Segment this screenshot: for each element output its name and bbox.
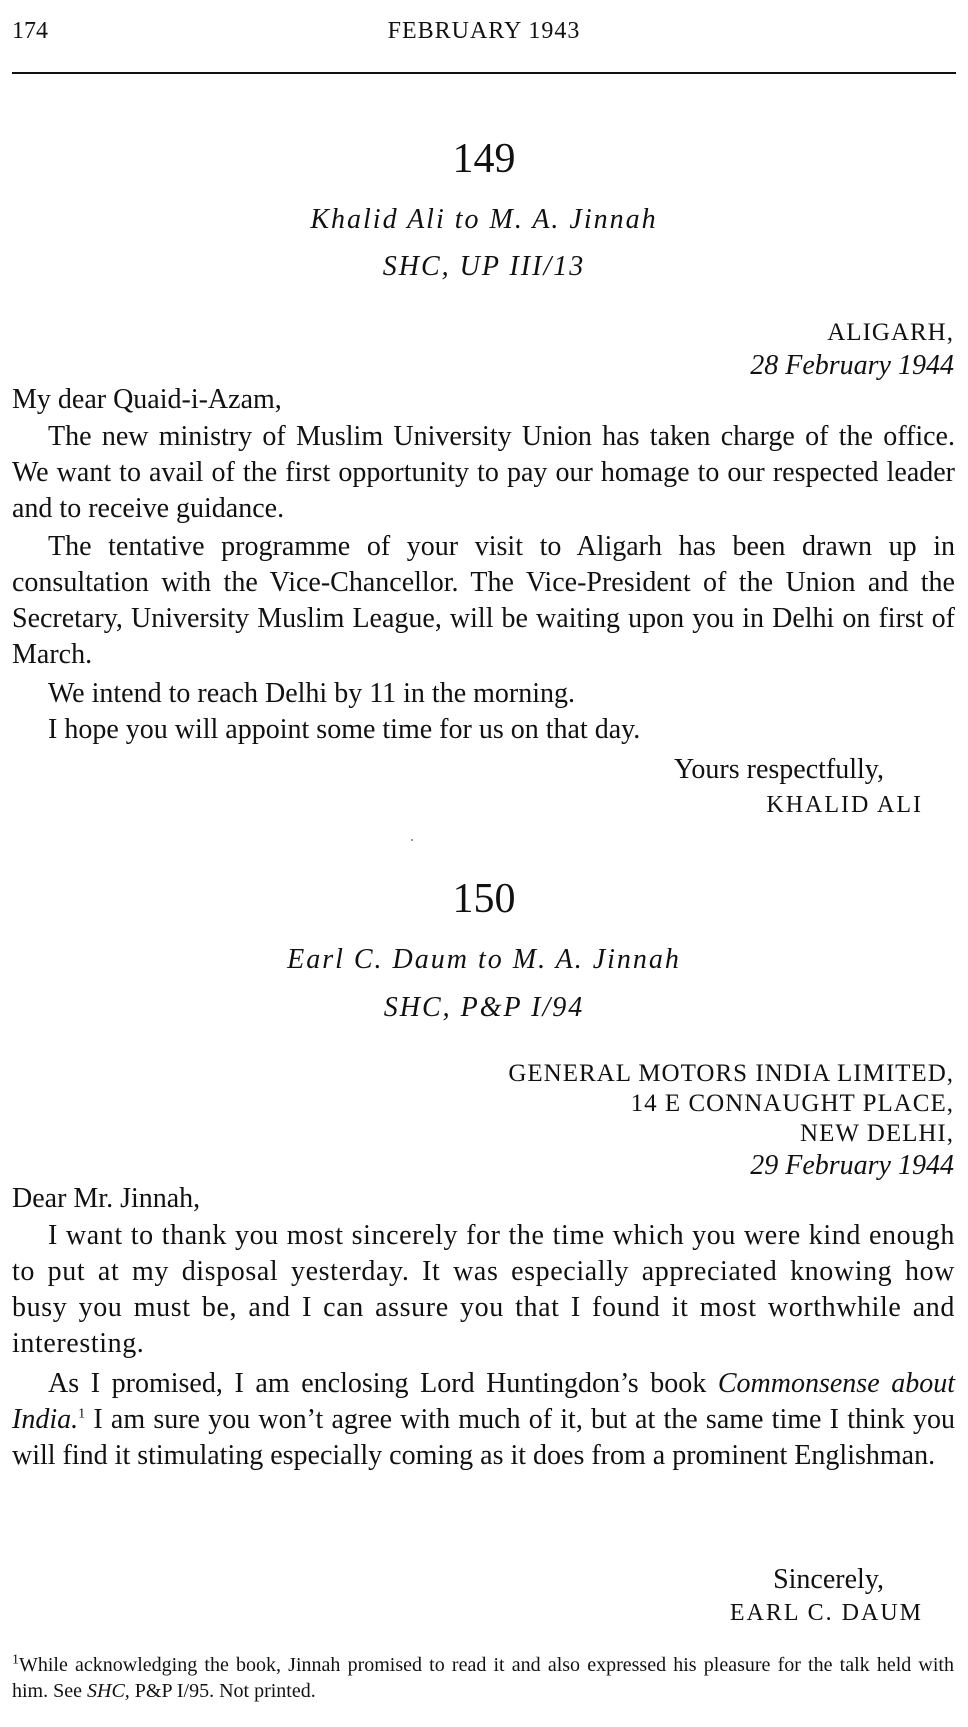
page-number: 174 xyxy=(12,18,48,44)
signature-149: KHALID ALI xyxy=(766,792,923,818)
closing-150: Sincerely, xyxy=(773,1564,884,1595)
footnote-reference: 1 xyxy=(78,1406,86,1422)
paragraph-150-2 xyxy=(12,1366,955,1474)
paragraph-150-2-before: As I promised, I am enclosing Lord Huntingdon’s book xyxy=(48,1368,707,1399)
address-line-3: NEW DELHI, xyxy=(800,1120,954,1147)
document-source-149: SHC, UP III/13 xyxy=(382,251,586,282)
letter-date-149: 28 February 1944 xyxy=(750,350,954,381)
running-head: FEBRUARY 1943 xyxy=(387,18,581,44)
book-title: Commonsense about India. xyxy=(12,1368,956,1435)
document-title-150: Earl C. Daum to M. A. Jinnah xyxy=(287,944,681,975)
document-title-149: Khalid Ali to M. A. Jinnah xyxy=(310,204,658,235)
paragraph-150-2-after: I am sure you won’t agree with much of it, but at the same time I think you will find it stimulating especially coming as it does from a prominent Englishman. xyxy=(12,1404,955,1471)
salutation-150: Dear Mr. Jinnah, xyxy=(12,1183,201,1214)
closing-149: Yours respectfully, xyxy=(674,754,884,785)
print-speck xyxy=(411,839,413,841)
footnote-source-italic: SHC, xyxy=(87,1680,130,1702)
document-number-149: 149 xyxy=(452,136,516,182)
address-line-2: 14 E CONNAUGHT PLACE, xyxy=(630,1090,954,1117)
paragraph-149-1: The new ministry of Muslim University Union has taken charge of the office. We want to avail of the first opportunity to pay our homage to our respected leader and to receive guidance. xyxy=(12,421,955,524)
footnote-marker: 1 xyxy=(12,1652,19,1668)
page-header xyxy=(12,14,956,74)
paragraph-150-1: I want to thank you most sincerely for the time which you were kind enough to put at my disposal yesterday. It was especially appreciated knowing how busy you must be, and I can assure you that I found it most worthwhile and interesting. xyxy=(12,1220,955,1359)
footnote-text-before: While acknowledging the book, Jinnah promised to read it and also expressed his pleasure for the talk held with him. See xyxy=(12,1654,954,1702)
salutation-149: My dear Quaid-i-Azam, xyxy=(12,384,282,415)
paragraph-149-3: We intend to reach Delhi by 11 in the morning. xyxy=(48,678,576,709)
letter-date-150: 29 February 1944 xyxy=(750,1150,954,1181)
footnote xyxy=(12,1652,954,1704)
footnote-text-after: P&P I/95. Not printed. xyxy=(134,1680,316,1702)
paragraph-149-4: I hope you will appoint some time for us on that day. xyxy=(48,714,641,745)
sender-address-line: ALIGARH, xyxy=(827,319,954,346)
address-line-1: GENERAL MOTORS INDIA LIMITED, xyxy=(508,1060,954,1087)
document-number-150: 150 xyxy=(452,876,516,922)
document-source-150: SHC, P&P I/94 xyxy=(383,992,585,1023)
signature-150: EARL C. DAUM xyxy=(729,1600,923,1626)
paragraph-149-2: The tentative programme of your visit to Aligarh has been drawn up in consultation with the Vice-Chancellor. The Vice-President of the Union and the Secretary, University Muslim League, will be waiting upon you in Delhi on first of March. xyxy=(12,531,955,670)
